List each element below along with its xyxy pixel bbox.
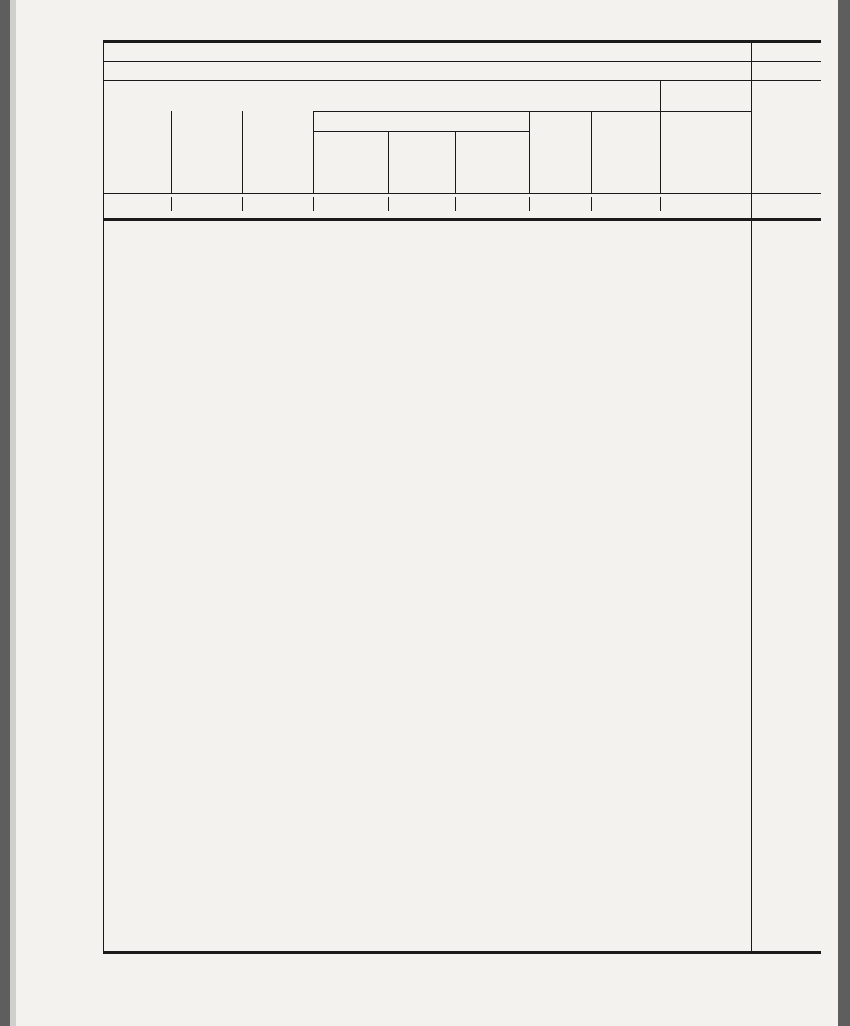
col-sep — [591, 111, 592, 193]
num-sep — [242, 197, 243, 211]
top-rule — [103, 40, 821, 43]
num-sep — [660, 197, 661, 211]
col-sep-total — [751, 40, 752, 951]
rule-header-bottom — [103, 218, 821, 221]
rule-bottom — [103, 951, 821, 954]
rule-binnenlandse — [313, 111, 660, 112]
rule-colnums-top — [103, 193, 821, 194]
col-sep — [242, 111, 243, 193]
rule-passiva — [103, 80, 821, 81]
num-sep — [591, 197, 592, 211]
page-edge — [10, 0, 16, 1026]
num-sep — [388, 197, 389, 211]
num-sep — [171, 197, 172, 211]
rule-particuliere — [313, 131, 529, 132]
page — [10, 0, 838, 1026]
rule-title — [103, 61, 821, 62]
col-sep — [388, 131, 389, 193]
col-sep — [171, 111, 172, 193]
num-sep — [529, 197, 530, 211]
col-sep — [529, 111, 530, 193]
num-sep — [313, 197, 314, 211]
col-sep — [660, 80, 661, 193]
num-sep — [455, 197, 456, 211]
rule-buitenlandse — [660, 111, 751, 112]
col-sep — [313, 111, 314, 193]
col-sep — [455, 131, 456, 193]
left-border — [103, 40, 104, 951]
